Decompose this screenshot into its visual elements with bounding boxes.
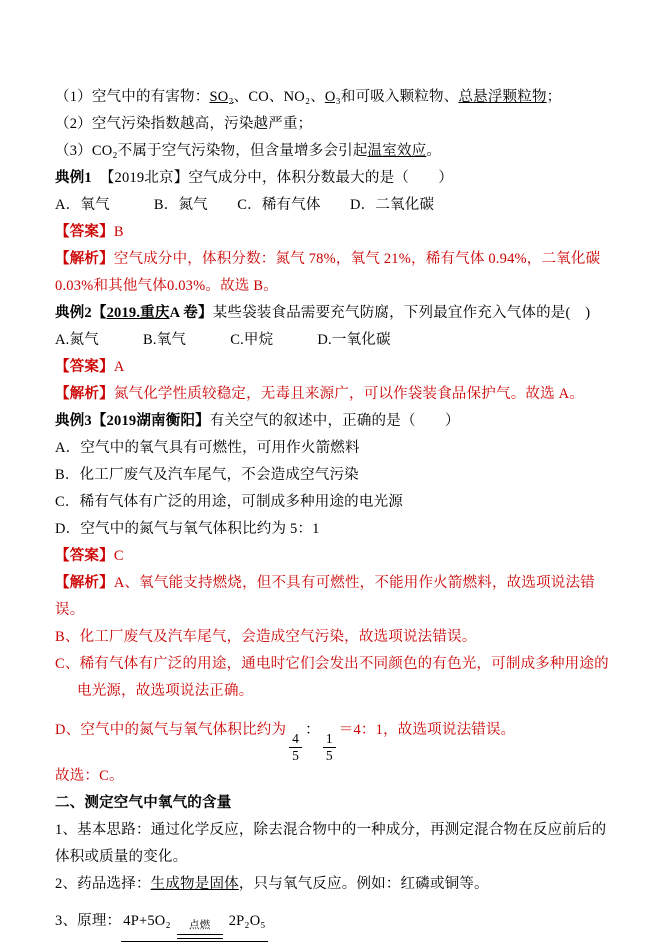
equation-condition-block (177, 919, 223, 939)
example3-label: 典例3 (55, 413, 92, 429)
example3-conclusion (55, 763, 611, 790)
example3-source: 【2019湖南衡阳】 (91, 413, 210, 429)
pollutant-so2: SO₂ (209, 89, 234, 105)
example3-conclusion-text: 故选：C。 (55, 768, 124, 785)
example3-analysis-a-text: A、氧气能支持燃烧，但不具有可燃性，不能用作火箭燃料，故选项说法错误。 (55, 575, 595, 618)
intro-1-pre: （1）空气中的有害物： (55, 89, 210, 105)
example3-analysis-b (55, 624, 611, 651)
example3-analysis-d (55, 705, 611, 763)
equation-reactants: 4P+5O₂ (123, 913, 171, 930)
example2-source-post: A 卷】 (169, 305, 213, 321)
fraction-numerator: 4 (289, 732, 302, 748)
example1-analysis: 空气成分中，体积分数：氮气 78%，氧气 21%，稀有气体 0.94%，二氧化碳 0.03%和其他气体0.03%。故选 B。 (55, 251, 601, 294)
example2-answer: A (113, 359, 125, 375)
section2-item-1-text: 1、基本思路：通过化学反应，除去混合物中的一种成分，再测定混合物在反应前后的体积或质量的变化。 (55, 822, 607, 866)
analysis-label: 【解析】 (55, 575, 114, 591)
intro-2-text: （2）空气污染指数越高，污染越严重； (55, 116, 313, 132)
example2-options (55, 327, 611, 354)
intro-item-2 (55, 111, 611, 138)
fraction-colon: ： (305, 722, 320, 738)
example3-question: 有关空气的叙述中，正确的是（ ） (209, 413, 460, 429)
fraction-numerator: 1 (323, 732, 336, 748)
intro-item-1 (55, 84, 611, 111)
section2-heading-text: 二、测定空气中氧气的含量 (55, 795, 232, 812)
example1-analysis-line (55, 246, 611, 300)
section2-item-2 (55, 871, 611, 898)
intro-3-pre: （3）CO₂不属于空气污染物，但含量增多会引起 (55, 143, 368, 159)
example3-option-b (55, 462, 611, 489)
intro-1-mid1: 、CO、NO₂、 (233, 89, 325, 105)
chemical-equation (121, 908, 267, 942)
section2-heading (55, 790, 611, 817)
example3-answer: C (113, 548, 124, 564)
section2-item-2-pre: 2、药品选择： (55, 876, 151, 893)
example3-option-d-text: D．空气中的氮气与氧气体积比约为 5：1 (55, 521, 320, 537)
example2-source-underlined: 2019.重庆 (106, 305, 170, 321)
example3-analysis-c-text: C、稀有气体有广泛的用途，通电时它们会发出不同颜色的有色光，可制成多种用途的电光源，故选项说法正确。 (55, 656, 609, 699)
example3-option-c (55, 489, 611, 516)
example1-answer: B (113, 224, 124, 240)
fraction-four-fifths (289, 732, 302, 763)
example3-option-a-text: A．空气中的氧气具有可燃性，可用作火箭燃料 (55, 440, 360, 456)
example1-answer-line (55, 219, 611, 246)
section2-item-3 (55, 898, 611, 942)
example3-analysis-d-pre: D、空气中的氮气与氧气体积比约为 (55, 722, 287, 738)
example3-option-b-text: B．化工厂废气及汽车尾气，不会造成空气污染 (55, 467, 359, 483)
pollutant-o3: O₃ (324, 89, 341, 105)
fraction-denominator: 5 (292, 748, 300, 764)
section2-item-2-post: ，只与氧气反应。例如：红磷或铜等。 (238, 876, 489, 893)
example3-question-line (55, 408, 611, 435)
example2-options-text: A.氮气 B.氧气 C.甲烷 D.一氧化碳 (55, 332, 391, 348)
equation-condition-label: 点燃 (189, 920, 211, 932)
answer-label: 【答案】 (55, 359, 114, 375)
solid-product-term: 生成物是固体 (150, 876, 239, 893)
example2-answer-line (55, 354, 611, 381)
example3-option-a (55, 435, 611, 462)
section2-item-1 (55, 817, 611, 871)
example1-options (55, 192, 611, 219)
answer-label: 【答案】 (55, 224, 114, 240)
example3-analysis-a (55, 570, 611, 624)
answer-label: 【答案】 (55, 548, 114, 564)
example1-question: 空气成分中，体积分数最大的是（ ） (188, 170, 454, 186)
example3-analysis-c (55, 651, 611, 705)
analysis-label: 【解析】 (55, 386, 114, 402)
greenhouse-effect-term: 温室效应 (367, 143, 427, 159)
example3-analysis-b-text: B、化工厂废气及汽车尾气，会造成空气污染，故选项说法错误。 (55, 629, 477, 645)
example2-source-pre: 【 (91, 305, 107, 321)
intro-1-end: ； (546, 89, 562, 105)
example1-label: 典例1 (55, 170, 92, 186)
intro-3-end: 。 (426, 143, 442, 159)
equation-double-line (177, 934, 223, 939)
fraction-one-fifth (323, 732, 336, 763)
example1-source: 【2019北京】 (99, 170, 189, 186)
example2-label: 典例2 (55, 305, 92, 321)
example3-analysis-d-post: ＝4：1，故选项说法错误。 (338, 722, 516, 738)
intro-item-3 (55, 138, 611, 165)
example2-analysis: 氮气化学性质较稳定，无毒且来源广，可以作袋装食品保护气。故选 A。 (113, 386, 585, 402)
intro-1-mid2: 和可吸入颗粒物、 (340, 89, 459, 105)
equation-products: 2P₂O₅ (228, 913, 266, 930)
example2-question-line (55, 300, 611, 327)
example1-question-line (55, 165, 611, 192)
example1-options-text: A．氧气 B．氮气 C．稀有气体 D．二氧化碳 (55, 197, 435, 213)
example2-question: 某些袋装食品需要充气防腐，下列最宜作充入气体的是( ) (212, 305, 591, 321)
example2-analysis-line (55, 381, 611, 408)
example3-answer-line (55, 543, 611, 570)
section2-item-3-pre: 3、原理： (55, 913, 122, 930)
pollutant-tsp: 总悬浮颗粒物 (458, 89, 547, 105)
analysis-label: 【解析】 (55, 251, 114, 267)
fraction-denominator: 5 (325, 748, 333, 764)
example3-option-c-text: C．稀有气体有广泛的用途，可制成多种用途的电光源 (55, 494, 403, 510)
example3-option-d (55, 516, 611, 543)
